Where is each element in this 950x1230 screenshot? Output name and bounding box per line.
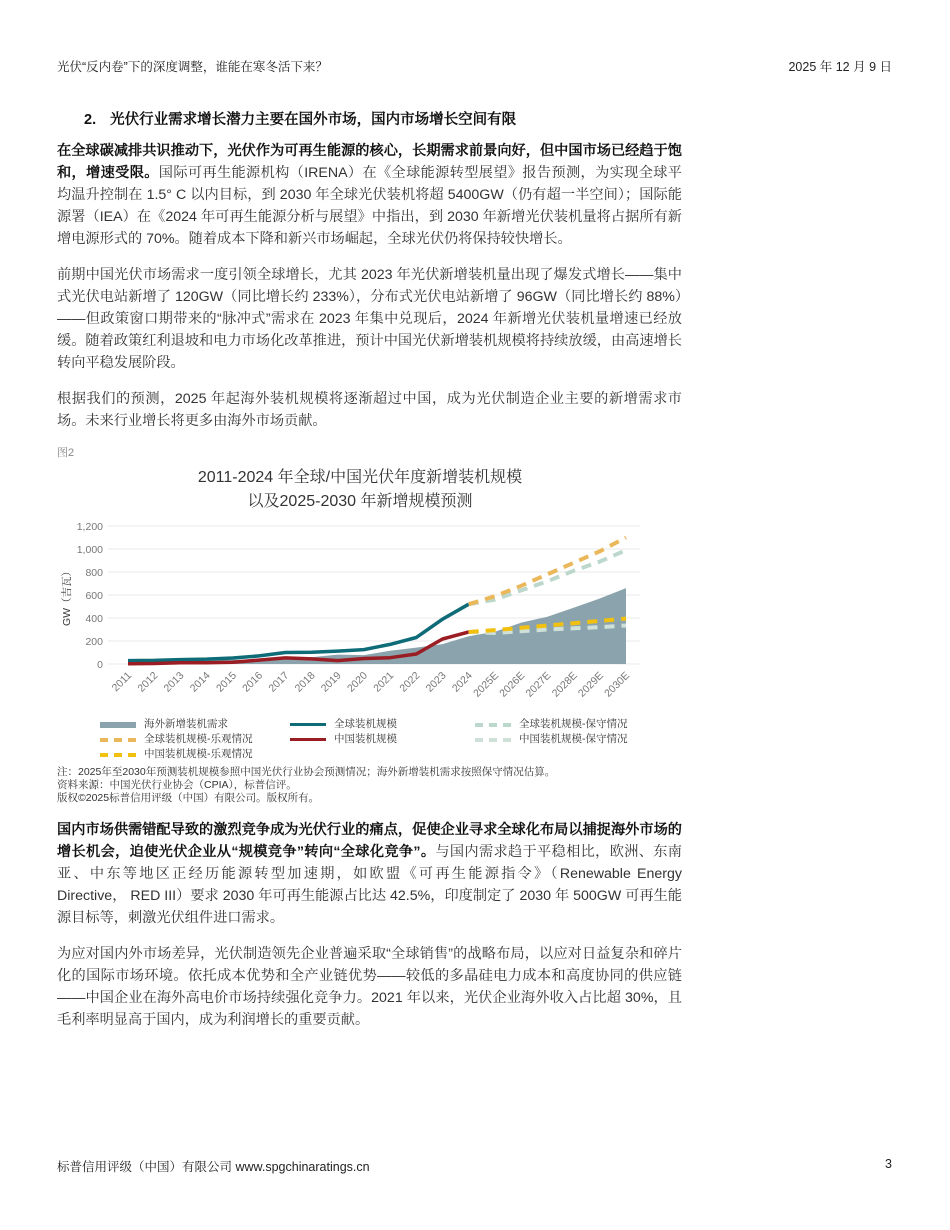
x-tick-label: 2015	[213, 669, 239, 695]
legend-label: 全球装机规模	[334, 718, 397, 730]
series-overseas-demand-area	[128, 588, 626, 664]
paragraph-text: 为应对国内外市场差异，光伏制造领先企业普遍采取“全球销售”的战略布局，以应对日益复杂和碎片化的国际市场环境。依托成本优势和全产业链优势——较低的多晶硅电力成本和高度协同的供应链——中国企业在海外高电价市场持续强化竞争力。2021 年以来，光伏企业海外收入占比超 30%，且毛利率明显高于国内，成为利润增长的重要贡献。	[57, 946, 682, 1028]
x-tick-label: 2022	[397, 669, 423, 695]
main-column	[57, 110, 682, 1045]
paragraph-2	[57, 264, 682, 374]
paragraph-lead: 国内市场供需错配导致的激烈竞争成为光伏行业的痛点，促使企业寻求全球化布局以捕捉海外市场的增长机会，迫使光伏企业从“规模竞争”转向“全球化竞争”。	[57, 822, 682, 860]
paragraph-4	[57, 819, 682, 929]
section-title: 光伏行业需求增长潜力主要在国外市场，国内市场增长空间有限	[110, 112, 517, 128]
legend-label: 海外新增装机需求	[144, 718, 228, 730]
paragraph-1	[57, 140, 682, 250]
legend-item	[475, 718, 628, 731]
x-tick-label: 2014	[187, 669, 213, 695]
x-tick-label: 2018	[292, 669, 318, 695]
x-tick-label: 2011	[109, 669, 135, 695]
legend-swatch	[475, 738, 511, 742]
x-tick-label: 2028E	[549, 669, 580, 700]
x-tick-label: 2021	[371, 669, 397, 695]
legend-label: 中国装机规模-乐观情况	[144, 748, 253, 760]
installations-chart	[57, 514, 682, 714]
legend-item	[475, 733, 628, 746]
x-tick-label: 2012	[135, 669, 161, 695]
x-tick-label: 2019	[318, 669, 344, 695]
x-tick-label: 2027E	[523, 669, 554, 700]
chart-title-line2: 以及2025-2030 年新增规模预测	[247, 493, 473, 510]
legend-label: 全球装机规模-保守情况	[519, 718, 628, 730]
legend-label: 全球装机规模-乐观情况	[144, 733, 253, 745]
x-tick-label: 2024	[449, 669, 475, 695]
y-tick-label: 800	[85, 567, 103, 579]
x-tick-label: 2013	[161, 669, 187, 695]
legend-label: 中国装机规模-保守情况	[519, 733, 628, 745]
chart-title-line1: 2011-2024 年全球/中国光伏年度新增装机规模	[197, 469, 523, 486]
y-axis-label: GW（吉瓦）	[61, 565, 73, 627]
legend-item	[100, 718, 228, 731]
copyright-note: 版权©2025标普信用评级（中国）有限公司。版权所有。	[57, 792, 320, 804]
running-header-title: 光伏“反内卷”下的深度调整，谁能在寒冬活下来？	[57, 60, 328, 74]
paragraph-text: 根据我们的预测，2025 年起海外装机规模将逐渐超过中国，成为光伏制造企业主要的新增需求市场。未来行业增长将更多由海外市场贡献。	[57, 391, 682, 429]
x-tick-label: 2026E	[497, 669, 528, 700]
legend-swatch	[100, 738, 136, 742]
note: 注：2025年至2030年预测装机规模参照中国光伏行业协会预测情况；海外新增装机需求按照保守情况估算。	[57, 766, 556, 778]
y-tick-label: 1,200	[76, 521, 103, 533]
legend-label: 中国装机规模	[334, 733, 397, 745]
y-tick-label: 1,000	[76, 544, 103, 556]
x-tick-label: 2020	[345, 669, 371, 695]
x-tick-label: 2017	[266, 669, 292, 695]
footer-company: 标普信用评级（中国）有限公司 www.spgchinaratings.cn	[57, 1160, 370, 1174]
legend-item	[100, 748, 253, 761]
legend-swatch	[290, 738, 326, 741]
figure-label: 图2	[57, 447, 75, 459]
chart-legend	[100, 718, 660, 762]
legend-swatch	[100, 722, 136, 728]
body-text-bottom	[57, 819, 682, 1031]
running-header-date: 2025 年 12 月 9 日	[788, 60, 892, 74]
legend-item	[100, 733, 253, 746]
paragraph-lead: 在全球碳减排共识推动下，光伏作为可再生能源的核心，长期需求前景向好，但中国市场已经趋于饱和，增速受限。	[57, 143, 682, 181]
figure	[57, 446, 682, 805]
chart-title	[110, 466, 610, 514]
source-note: 资料来源：中国光伏行业协会（CPIA），标普信评。	[57, 779, 297, 791]
series-global-optimistic-line	[469, 538, 626, 605]
paragraph-3	[57, 388, 682, 432]
paragraph-5	[57, 943, 682, 1031]
x-tick-label: 2030E	[602, 669, 633, 700]
paragraph-text: 前期中国光伏市场需求一度引领全球增长，尤其 2023 年光伏新增装机量出现了爆发式增长——集中式光伏电站新增了 120GW（同比增长约 233%），分布式光伏电站新增了 96GW（同比增长约 88%）——但政策窗口期带来的“脉冲式”需求在 2023 年集中兑现后，2024 年新增光伏装机量增速已经放缓。随着政策红利退坡和电力市场化改革推进，预计中国光伏新增装机规模将持续放缓，由高速增长转向平稳发展阶段。	[57, 267, 682, 371]
page-number: 3	[885, 1157, 892, 1171]
legend-swatch	[290, 723, 326, 726]
legend-swatch	[100, 753, 136, 757]
legend-item	[290, 733, 397, 746]
x-tick-label: 2025E	[471, 669, 502, 700]
x-tick-label: 2023	[423, 669, 449, 695]
x-tick-label: 2029E	[575, 669, 606, 700]
y-tick-label: 600	[85, 590, 103, 602]
y-tick-label: 400	[85, 613, 103, 625]
figure-notes	[57, 766, 682, 805]
legend-swatch	[475, 723, 511, 727]
section-heading	[84, 110, 682, 130]
x-tick-label: 2016	[240, 669, 266, 695]
legend-item	[290, 718, 397, 731]
y-tick-label: 0	[97, 659, 103, 671]
paragraph-text: 与国内需求趋于平稳相比，欧洲、东南亚、中东等地区正经历能源转型加速期，如欧盟《可再生能源指令》（Renewable Energy Directive， RED III）要求 2030 年可再生能源占比达 42.5%，印度制定了 2030 年 500GW 可再生能源目标等，刺激光伏组件进口需求。	[57, 844, 682, 926]
body-text-top	[57, 140, 682, 432]
paragraph-text: 国际可再生能源机构（IRENA）在《全球能源转型展望》报告预测，为实现全球平均温升控制在 1.5° C 以内目标，到 2030 年全球光伏装机将超 5400GW（仍有超一半空间）；国际能源署（IEA）在《2024 年可再生能源分析与展望》中指出，到 2030 年新增光伏装机量将占据所有新增电源形式的 70%。随着成本下降和新兴市场崛起，全球光伏仍将保持较快增长。	[57, 165, 682, 247]
section-number: 2.	[84, 112, 97, 128]
y-tick-label: 200	[85, 636, 103, 648]
